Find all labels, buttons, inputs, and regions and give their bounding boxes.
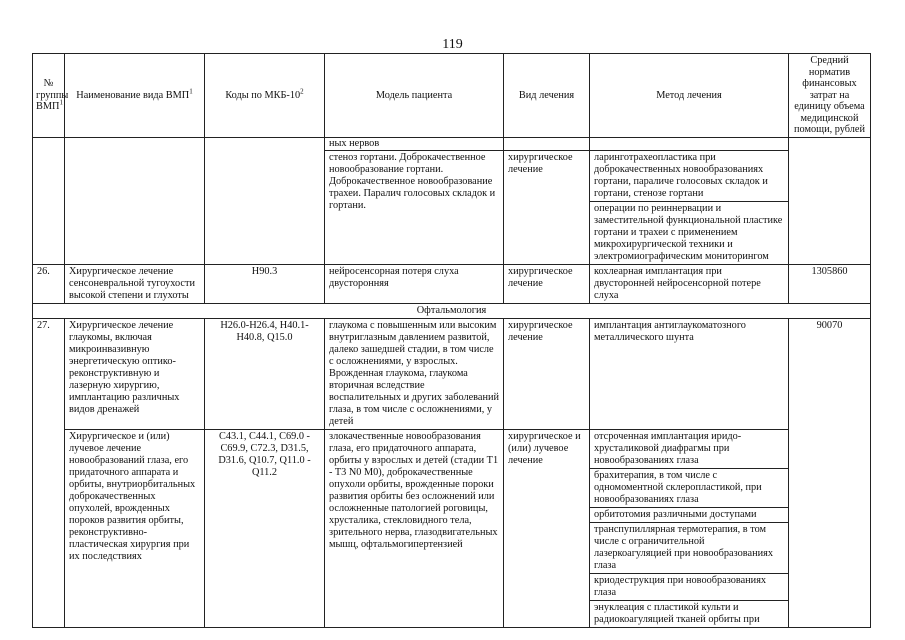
model-cell: стеноз гортани. Доброкачественное новообразование гортани. Доброкачественное новообразование трахеи. Паралич голосовых складок и гортани. bbox=[325, 150, 504, 264]
table-row bbox=[33, 429, 871, 627]
method-item: орбитотомия различными доступами bbox=[590, 508, 788, 523]
codes-cell: C43.1, C44.1, C69.0 - C69.9, C72.3, D31.5, D31.6, Q10.7, Q11.0 - Q11.2 bbox=[205, 429, 325, 627]
table-row bbox=[33, 264, 871, 303]
method-item: энуклеация с пластикой культи и радиокоагуляцией тканей орбиты при bbox=[594, 601, 760, 625]
cost-cell: 1305860 bbox=[789, 264, 871, 303]
header-type: Вид лечения bbox=[504, 54, 590, 138]
model-cell bbox=[325, 429, 504, 627]
method-cell: имплантация антиглаукоматозного металлического шунта bbox=[590, 318, 789, 429]
method-cell bbox=[590, 429, 789, 627]
name-cell: Хирургическое лечение сенсоневральной тугоухости высокой степени и глухоты bbox=[65, 264, 205, 303]
codes-cell: H26.0-H26.4, H40.1-H40.8, Q15.0 bbox=[205, 318, 325, 429]
method-item: операции по реиннервации и заместительной функциональной пластике гортани и трахеи с применением микрохирургической техники и электромиографическим мониторингом bbox=[594, 202, 783, 262]
method-item: транспупиллярная термотерапия, в том числе с ограничительной лазеркоагуляцией при новообразованиях глаза bbox=[590, 523, 788, 574]
header-name: Наименование вида ВМП$^1$ bbox=[65, 54, 205, 138]
header-method: Метод лечения bbox=[590, 54, 789, 138]
type-cell: хирургическое и (или) лучевое лечение bbox=[504, 429, 590, 627]
method-item: брахитерапия, в том числе с одномоментной склеропластикой, при новообразованиях глаза bbox=[590, 469, 788, 508]
header-codes: Коды по МКБ-$10^2$ bbox=[205, 54, 325, 138]
codes-cell: H90.3 bbox=[205, 264, 325, 303]
section-row bbox=[33, 303, 871, 318]
table-row bbox=[33, 137, 871, 150]
header-model: Модель пациента bbox=[325, 54, 504, 138]
method-cell: кохлеарная имплантация при двусторонней нейросенсорной потере слуха bbox=[590, 264, 789, 303]
header-row bbox=[33, 54, 871, 138]
method-item: отсроченная имплантация иридо-хрусталиковой диафрагмы при новообразованиях глаза bbox=[590, 430, 788, 469]
name-cell: Хирургическое и (или) лучевое лечение новообразований глаза, его придаточного аппарата и орбиты, внутриорбитальных доброкачественных опухолей, врожденных пороков развития орбиты, реконструктивно-пластическая хирургия при их последствиях bbox=[65, 429, 205, 627]
model-part: зрительного нерва, глазодвигательных мышц, офтальмогипертензией bbox=[329, 526, 498, 550]
section-title: Офтальмология bbox=[33, 303, 871, 318]
page-number: 119 bbox=[442, 37, 463, 52]
model-continuation: ных нервов bbox=[325, 137, 504, 150]
header-num: № группы ВМП$^1$ bbox=[33, 54, 65, 138]
group-num: 26. bbox=[33, 264, 65, 303]
header-cost: Средний норматив финансовых затрат на единицу объема медицинской помощи, рублей bbox=[789, 54, 871, 138]
name-cell: Хирургическое лечение глаукомы, включая микроинвазивную энергетическую оптико-реконструктивную и лазерную хирургию, имплантацию различных видов дренажей bbox=[65, 318, 205, 429]
method-cell bbox=[590, 150, 789, 264]
type-cell: хирургическое лечение bbox=[504, 318, 590, 429]
vmp-table bbox=[32, 53, 871, 628]
model-part: злокачественные новообразования глаза, его придаточного аппарата, орбиты у взрослых и детей (стадии T1 - T3 N0 M0), доброкачественные опухоли орбиты, врожденные пороки развития орбиты без осложнений или осложненные патологией роговицы, хрусталика, стекловидного тела, bbox=[329, 430, 499, 526]
method-item: ларинготрахеопластика при доброкачественных новообразованиях гортани, параличе голосовых складок и гортани, стенозе гортани bbox=[590, 151, 788, 202]
type-cell: хирургическое лечение bbox=[504, 150, 590, 264]
model-cell: глаукома с повышенным или высоким внутриглазным давлением развитой, далеко зашедшей стадии, в том числе с осложнениями, у взрослых. Врожденная глаукома, глаукома вторичная вследствие воспалительных и других заболеваний глаза, в том числе с осложнениями, у детей bbox=[325, 318, 504, 429]
cost-cell: 90070 bbox=[789, 318, 871, 627]
model-cell: нейросенсорная потеря слуха двусторонняя bbox=[325, 264, 504, 303]
table-row bbox=[33, 318, 871, 429]
type-cell: хирургическое лечение bbox=[504, 264, 590, 303]
method-item: криодеструкция при новообразованиях глаза bbox=[590, 574, 788, 601]
group-num: 27. bbox=[33, 318, 65, 627]
